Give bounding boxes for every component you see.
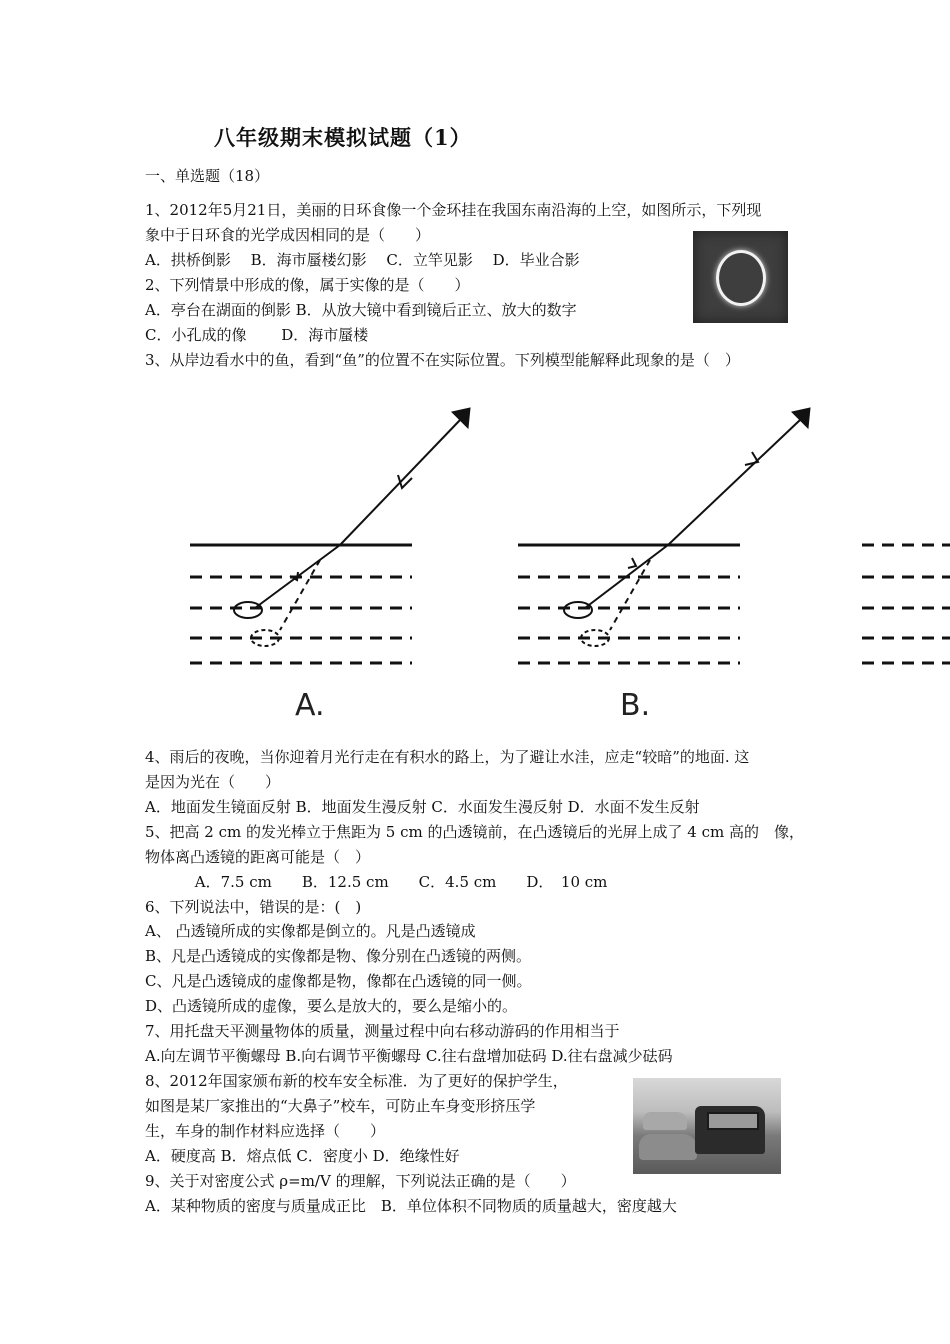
section-heading: 一、单选题（18） xyxy=(145,167,270,185)
question-1-line-2: 象中于日环食的光学成因相同的是（ ） xyxy=(145,226,431,244)
question-2-options-cd: C．小孔成的像 D．海市蜃楼 xyxy=(145,326,369,344)
question-4-line-1: 4、雨后的夜晚，当你迎着月光行走在有积水的路上，为了避让水洼，应走“较暗”的地面. 这 xyxy=(145,748,750,766)
question-8-line-2: 如图是某厂家推出的“大鼻子”校车，可防止车身变形挤压学 xyxy=(145,1097,536,1115)
school-bus-photo xyxy=(633,1078,781,1174)
question-6-option-d: D、凸透镜所成的虚像，要么是放大的，要么是缩小的。 xyxy=(145,997,518,1015)
figure-label-a: A. xyxy=(295,688,325,723)
question-1-line-1: 1、2012年5月21日，美丽的日环食像一个金环挂在我国东南沿海的上空，如图所示，下列现 xyxy=(145,201,762,219)
fish-refraction-figure xyxy=(0,390,950,734)
annular-eclipse-photo xyxy=(693,231,788,323)
question-8-options: A．硬度高 B．熔点低 C．密度小 D．绝缘性好 xyxy=(145,1147,460,1165)
question-9-options: A．某种物质的密度与质量成正比 B．单位体积不同物质的质量越大，密度越大 xyxy=(145,1197,677,1215)
question-8-line-1: 8、2012年国家颁布新的校车安全标准．为了更好的保护学生， xyxy=(145,1072,568,1090)
question-9-stem: 9、关于对密度公式 ρ=m/V 的理解，下列说法正确的是（ ） xyxy=(145,1172,576,1190)
question-2-stem: 2、下列情景中形成的像，属于实像的是（ ） xyxy=(145,276,470,294)
question-6-option-c: C、凡是凸透镜成的虚像都是物，像都在凸透镜的同一侧。 xyxy=(145,972,532,990)
question-3-stem: 3、从岸边看水中的鱼，看到“鱼”的位置不在实际位置。下列模型能解释此现象的是（ ） xyxy=(145,351,740,369)
car-back xyxy=(643,1112,687,1130)
question-7-stem: 7、用托盘天平测量物体的质量，测量过程中向右移动游码的作用相当于 xyxy=(145,1022,620,1040)
eclipse-ring xyxy=(716,250,766,306)
bus-window xyxy=(707,1112,759,1130)
question-7-options: A.向左调节平衡螺母 B.向右调节平衡螺母 C.往右盘增加砝码 D.往右盘减少砝码 xyxy=(145,1047,673,1065)
question-5-line-1: 5、把高 2 cm 的发光棒立于焦距为 5 cm 的凸透镜前，在凸透镜后的光屏上成了 4 cm 高的 像， xyxy=(145,823,804,841)
model-c-partial xyxy=(862,545,950,663)
question-6-stem: 6、下列说法中，错误的是：( ) xyxy=(145,898,362,916)
question-2-options-ab: A．亭台在湖面的倒影 B．从放大镜中看到镜后正立、放大的数字 xyxy=(145,301,577,319)
question-4-line-2: 是因为光在（ ） xyxy=(145,773,281,791)
question-8-line-3: 生，车身的制作材料应选择（ ） xyxy=(145,1122,386,1140)
car-front xyxy=(639,1134,697,1160)
question-6-option-a: A、 凸透镜所成的实像都是倒立的。凡是凸透镜成 xyxy=(145,922,476,940)
model-b xyxy=(518,408,810,663)
refraction-models-svg xyxy=(0,390,950,730)
question-6-option-b: B、凡是凸透镜成的实像都是物、像分别在凸透镜的两侧。 xyxy=(145,947,532,965)
question-1-options: A．拱桥倒影 B．海市蜃楼幻影 C．立竿见影 D．毕业合影 xyxy=(145,251,580,269)
question-5-line-2: 物体离凸透镜的距离可能是（ ） xyxy=(145,848,371,866)
figure-label-b: B. xyxy=(620,688,651,723)
question-5-options: A．7.5 cm B．12.5 cm C．4.5 cm D． 10 cm xyxy=(145,873,608,891)
question-4-options: A．地面发生镜面反射 B．地面发生漫反射 C．水面发生漫反射 D．水面不发生反射 xyxy=(145,798,700,816)
model-a xyxy=(190,408,470,663)
exam-title: 八年级期末模拟试题（1） xyxy=(214,125,472,150)
